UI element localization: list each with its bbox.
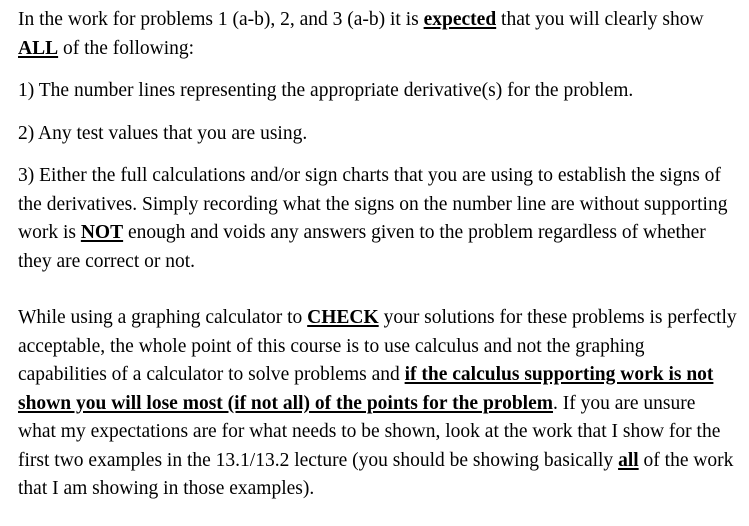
closing-text-3: . If you are unsure what my expectations are for what needs to be shown, look at the work that I show for the first two examples in the 13.1/13.2 lecture (you should be showing basically [18, 392, 721, 471]
intro-text-1: In the work for problems 1 (a-b), 2, and 3 (a-b) it is [18, 9, 424, 30]
emphasis-not: NOT [80, 222, 124, 243]
closing-text-4: of the work that I am showing in those examples). [18, 449, 734, 499]
emphasis-all-lowercase: all [618, 449, 639, 471]
intro-paragraph [18, 6, 738, 63]
requirement-item-1: 1) The number lines representing the appropriate derivative(s) for the problem. [18, 80, 634, 101]
requirement-item-2: 2) Any test values that you are using. [18, 122, 308, 144]
emphasis-check: CHECK [307, 307, 379, 328]
requirement-item-3 [18, 162, 738, 276]
document-body [18, 6, 738, 504]
intro-text-3: of the following: [58, 37, 195, 59]
closing-text-2: your solutions for these problems is perfectly acceptable, the whole point of this course is to use calculus and not the graphing capabilities of a calculator to solve problems and [18, 307, 737, 385]
emphasis-warning: if the calculus supporting work is not shown you will lose most (if not all) of the points for the problem [18, 364, 714, 414]
closing-paragraph [18, 304, 738, 504]
closing-text-1: While using a graphing calculator to [18, 307, 308, 328]
emphasis-expected: expected [423, 9, 497, 30]
emphasis-all: ALL [18, 37, 59, 59]
item-3-text-1: 3) Either the full calculations and/or sign charts that you are using to establish the signs of the derivatives. Simply recording what the signs on the number line are without supporting work is [18, 165, 728, 243]
intro-text-2: that you will clearly show [496, 9, 704, 30]
item-3-text-2: enough and voids any answers given to the problem regardless of whether they are correct or not. [18, 222, 706, 272]
